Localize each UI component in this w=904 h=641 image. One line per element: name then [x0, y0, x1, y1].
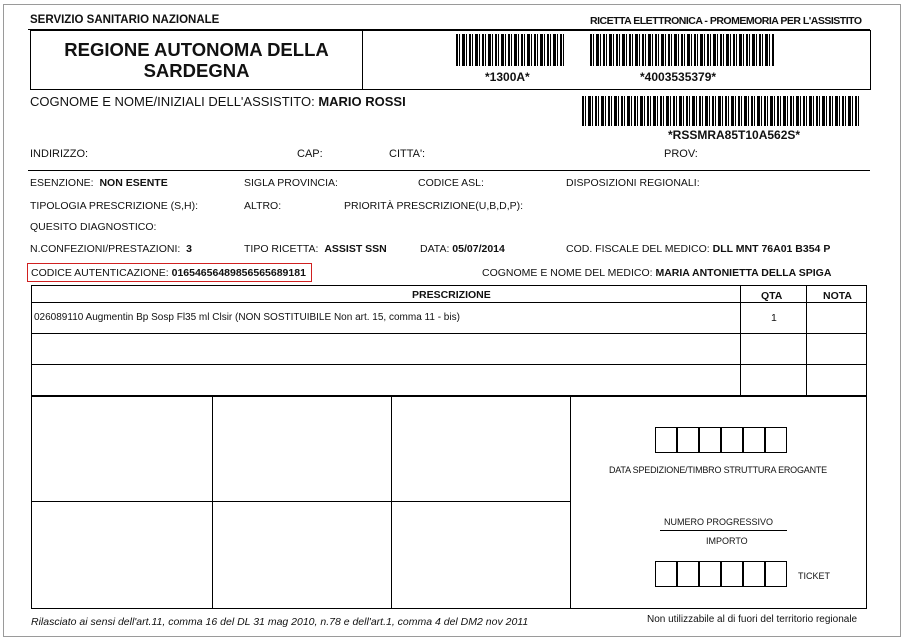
- data-spedizione-label: DATA SPEDIZIONE/TIMBRO STRUTTURA EROGANTE: [609, 465, 827, 475]
- patient-row: [30, 94, 406, 109]
- tipo-ricetta: [244, 243, 387, 255]
- indirizzo-label: INDIRIZZO:: [30, 148, 89, 160]
- barcode-1-text: *1300A*: [485, 70, 530, 84]
- medico-label: COGNOME E NOME DEL MEDICO:: [482, 267, 653, 279]
- header-nota: NOTA: [823, 290, 852, 302]
- ticket-digit-box: [765, 561, 787, 587]
- quesito-label: QUESITO DIAGNOSTICO:: [30, 221, 157, 233]
- stamp-col-1: [212, 396, 213, 609]
- priorita-label: PRIORITÀ PRESCRIZIONE(U,B,D,P):: [344, 200, 524, 212]
- region-box: [30, 30, 363, 90]
- header-qta: QTA: [761, 290, 783, 302]
- ticket-digit-box: [677, 561, 699, 587]
- auth-label: CODICE AUTENTICAZIONE:: [31, 267, 169, 279]
- auth-value: 01654656489856565689181: [171, 267, 306, 279]
- medico: [482, 267, 831, 279]
- nconf-label: N.CONFEZIONI/PRESTAZIONI:: [30, 243, 181, 255]
- date-digit-box: [677, 427, 699, 453]
- footer-left: Rilasciato ai sensi dell'art.11, comma 16 del DL 31 mag 2010, n.78 e dell'art.1, comma 4 del DM2 nov 2011: [31, 616, 529, 628]
- importo-label: IMPORTO: [706, 536, 748, 546]
- footer-right: Non utilizzabile al di fuori del territorio regionale: [647, 614, 858, 625]
- table-col-rule-1: [740, 285, 741, 396]
- region-line1: REGIONE AUTONOMA DELLA: [64, 39, 329, 60]
- date-digit-box: [655, 427, 677, 453]
- numero-progressivo-rule: [660, 530, 787, 531]
- prescription-row-1-text: 026089110 Augmentin Bp Sosp Fl35 ml Clsir (NON SOSTITUIBILE Non art. 15, comma 11 - bis): [34, 312, 460, 323]
- data-value: 05/07/2014: [452, 243, 505, 255]
- cf-value: DLL MNT 76A01 B354 P: [712, 243, 831, 255]
- auth-code: [31, 267, 306, 279]
- ticket-digit-box: [721, 561, 743, 587]
- ticket-digit-box: [743, 561, 765, 587]
- tipo-label: TIPO RICETTA:: [244, 243, 319, 255]
- address-rule: [28, 170, 870, 171]
- data-label: DATA:: [420, 243, 450, 255]
- disp-label: DISPOSIZIONI REGIONALI:: [566, 177, 700, 189]
- header-prescrizione: PRESCRIZIONE: [412, 289, 491, 301]
- asl-label: CODICE ASL:: [418, 177, 484, 189]
- date-digit-box: [699, 427, 721, 453]
- patient-label: COGNOME E NOME/INIZIALI DELL'ASSISTITO:: [30, 94, 315, 109]
- header-right: RICETTA ELETTRONICA - PROMEMORIA PER L'ASSISTITO: [590, 15, 862, 27]
- barcode-2: [590, 34, 774, 66]
- table-header-rule: [31, 302, 867, 303]
- ticket-digit-box: [655, 561, 677, 587]
- citta-label: CITTA':: [389, 148, 426, 160]
- sigla-label: SIGLA PROVINCIA:: [244, 177, 338, 189]
- ticket-label: TICKET: [798, 571, 831, 581]
- prov-label: PROV:: [664, 148, 698, 160]
- date-digit-box: [721, 427, 743, 453]
- stamp-row-divider: [31, 501, 570, 502]
- stamp-col-3: [570, 396, 571, 609]
- stamp-col-2: [391, 396, 392, 609]
- esenzione: [30, 177, 168, 189]
- table-row-rule-1: [31, 333, 867, 334]
- date-digit-box: [765, 427, 787, 453]
- barcode-1: [456, 34, 564, 66]
- tipo-value: ASSIST SSN: [324, 243, 387, 255]
- table-col-rule-2: [806, 285, 807, 396]
- altro-label: ALTRO:: [244, 200, 282, 212]
- numero-progressivo-label: NUMERO PROGRESSIVO: [664, 517, 774, 527]
- nconf: [30, 243, 192, 255]
- esenzione-label: ESENZIONE:: [30, 177, 94, 189]
- region-line2: SARDEGNA: [143, 60, 250, 81]
- cf-label: COD. FISCALE DEL MEDICO:: [566, 243, 710, 255]
- nconf-value: 3: [186, 243, 192, 255]
- cf-medico: [566, 243, 830, 255]
- tipologia-label: TIPOLOGIA PRESCRIZIONE (S,H):: [30, 200, 199, 212]
- barcode-3-text: *RSSMRA85T10A562S*: [668, 128, 801, 142]
- barcode-3: [582, 96, 860, 126]
- barcode-2-text: *4003535379*: [640, 70, 717, 84]
- cap-label: CAP:: [297, 148, 323, 160]
- esenzione-value: NON ESENTE: [99, 177, 168, 189]
- header-left: SERVIZIO SANITARIO NAZIONALE: [30, 14, 220, 26]
- table-row-rule-2: [31, 364, 867, 365]
- prescription-row-1-qta: 1: [771, 312, 777, 324]
- data: [420, 243, 505, 255]
- patient-name: MARIO ROSSI: [318, 94, 406, 109]
- date-digit-box: [743, 427, 765, 453]
- ticket-digit-box: [699, 561, 721, 587]
- medico-value: MARIA ANTONIETTA DELLA SPIGA: [655, 267, 832, 279]
